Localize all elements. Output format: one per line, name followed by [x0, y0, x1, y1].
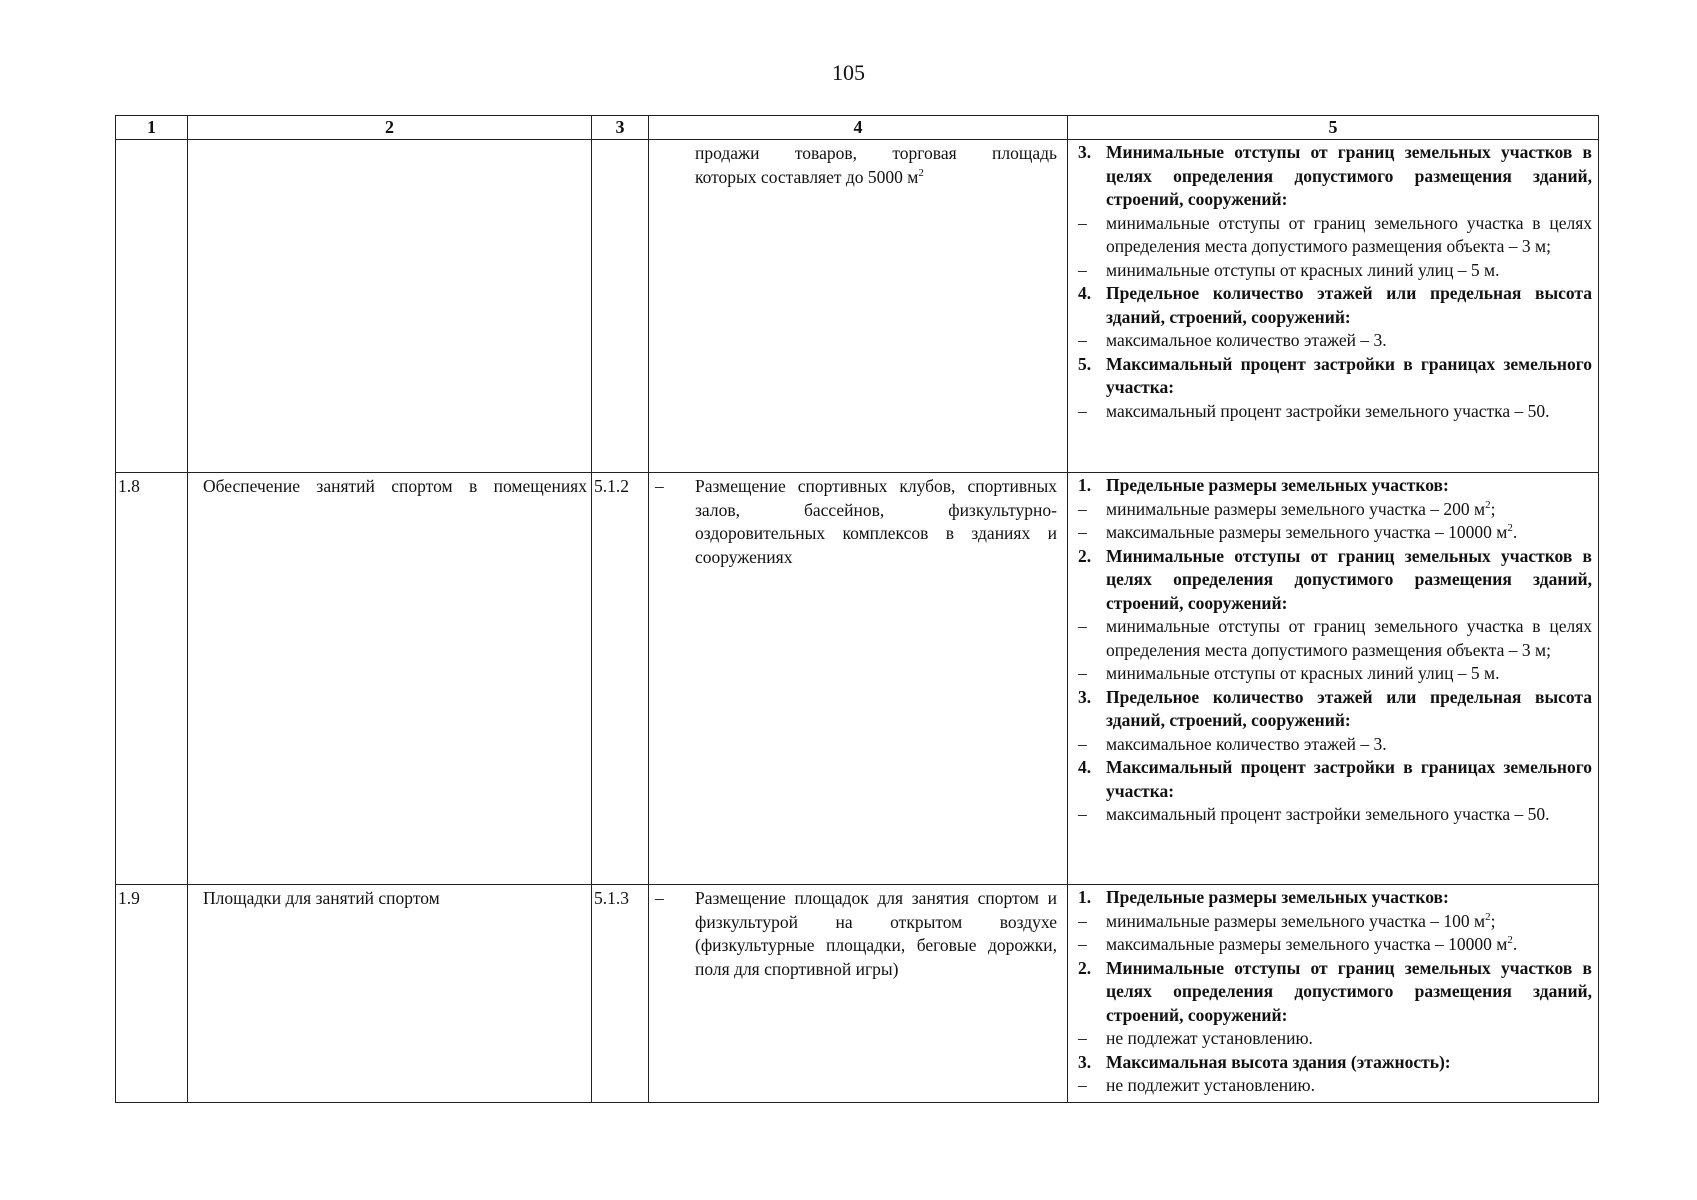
item-text: минимальные размеры земельного участка – 100 $м^2$; [1106, 910, 1496, 931]
dash-item [1078, 521, 1592, 545]
dash-marker: – [1078, 910, 1087, 931]
dash-marker: – [1078, 616, 1087, 636]
header-cell: 4 [649, 116, 1068, 140]
name-cell [188, 140, 592, 473]
numbered-item [1078, 282, 1592, 329]
parameters-cell [1068, 885, 1599, 1103]
item-text: минимальные отступы от границ земельного участка в целях определения места допустимого размещения объекта – 3 м; [1106, 212, 1592, 256]
dash-item [1078, 803, 1592, 827]
dash-item [1078, 1074, 1592, 1098]
item-number: 1. [1078, 887, 1092, 907]
item-text: Максимальный процент застройки в границах земельного участка: [1106, 353, 1592, 397]
description-item [655, 475, 1057, 569]
name-cell [188, 473, 592, 885]
item-text: Предельные размеры земельных участков: [1106, 887, 1449, 907]
dash-item [1078, 400, 1592, 424]
dash-marker: – [1078, 733, 1087, 754]
dash-marker: – [1078, 522, 1087, 542]
dash-item [1078, 1027, 1592, 1051]
numbered-item [1078, 686, 1592, 733]
dash-marker: – [1078, 212, 1087, 233]
item-number: 1. [1078, 475, 1092, 495]
description-text: Размещение спортивных клубов, спортивных залов, бассейнов, физкультурно-оздоровительных комплексов в зданиях и сооружениях [695, 476, 1057, 567]
header-row [116, 116, 1599, 140]
parameters-cell [1068, 140, 1599, 473]
item-text: максимальные размеры земельного участка – 10000 $м^2$. [1106, 522, 1518, 542]
item-text: максимальное количество этажей – 3. [1106, 330, 1387, 350]
item-text: Минимальные отступы от границ земельных участков в целях определения допустимого размещения зданий, строений, сооружений: [1106, 142, 1592, 209]
numbered-item [1078, 141, 1592, 212]
item-text: Предельные размеры земельных участков: [1106, 475, 1449, 495]
description-line: продажи товаров, торговая площадь [695, 143, 1057, 163]
code-cell: 5.1.3 [592, 885, 649, 1103]
description-cell [649, 885, 1068, 1103]
item-number: 3. [1078, 686, 1092, 707]
parameters-cell [1068, 473, 1599, 885]
numbered-item [1078, 545, 1592, 616]
item-text: Максимальная высота здания (этажность): [1106, 1051, 1451, 1072]
dash-item [1078, 910, 1592, 934]
item-text: не подлежат установлению. [1106, 1028, 1313, 1048]
regulations-table [115, 115, 1599, 1103]
item-text: Предельное количество этажей или предельная высота зданий, строений, сооружений: [1106, 686, 1592, 730]
item-text: Минимальные отступы от границ земельных участков в целях определения допустимого размещения зданий, строений, сооружений: [1106, 545, 1592, 613]
parameters-list [1078, 141, 1592, 423]
dash-marker: – [1078, 259, 1087, 280]
item-number: 4. [1078, 283, 1092, 303]
dash-item [1078, 615, 1592, 662]
description-text: Размещение площадок для занятия спортом и физкультурой на открытом воздухе (физкультурные площадки, беговые дорожки, поля для спортивной игры) [695, 888, 1057, 979]
item-text: Максимальный процент застройки в границах земельного участка: [1106, 757, 1592, 801]
dash-marker: – [1078, 804, 1087, 824]
dash-marker: – [655, 476, 664, 496]
description-item [655, 887, 1057, 981]
item-number: 5. [1078, 353, 1092, 374]
table-row [116, 473, 1599, 885]
name-text: Обеспечение занятий спортом в помещениях [203, 476, 587, 496]
dash-item [1078, 498, 1592, 522]
numbered-item [1078, 353, 1592, 400]
header-cell: 5 [1068, 116, 1599, 140]
dash-item [1078, 733, 1592, 757]
item-text: максимальный процент застройки земельного участка – 50. [1106, 804, 1550, 824]
header-cell: 1 [116, 116, 188, 140]
item-text: Предельное количество этажей или предельная высота зданий, строений, сооружений: [1106, 283, 1592, 327]
row-number-cell [116, 140, 188, 473]
parameters-list [1078, 474, 1592, 827]
numbered-item [1078, 474, 1592, 498]
numbered-item [1078, 957, 1592, 1028]
dash-item [1078, 662, 1592, 686]
name-cell: Площадки для занятий спортом [188, 885, 592, 1103]
item-text: максимальные размеры земельного участка – 10000 $м^2$. [1106, 934, 1518, 954]
dash-item [1078, 212, 1592, 259]
item-text: минимальные размеры земельного участка – 200 $м^2$; [1106, 498, 1496, 519]
dash-marker: – [1078, 934, 1087, 954]
dash-marker: – [1078, 330, 1087, 350]
table-row [116, 885, 1599, 1103]
item-text: минимальные отступы от красных линий улиц – 5 м. [1106, 663, 1500, 683]
dash-marker: – [1078, 663, 1087, 683]
row-number-cell: 1.8 [116, 473, 188, 885]
numbered-item [1078, 886, 1592, 910]
dash-marker: – [1078, 1028, 1087, 1048]
item-text: максимальный процент застройки земельного участка – 50. [1106, 400, 1550, 421]
table-row [116, 140, 1599, 473]
dash-item [1078, 259, 1592, 283]
page-number: 105 [832, 60, 865, 85]
item-number: 4. [1078, 757, 1092, 777]
item-number: 2. [1078, 545, 1092, 566]
item-text: минимальные отступы от границ земельного участка в целях определения места допустимого размещения объекта – 3 м; [1106, 616, 1592, 660]
dash-item [1078, 933, 1592, 957]
item-number: 2. [1078, 957, 1092, 978]
item-text: максимальное количество этажей – 3. [1106, 733, 1387, 754]
numbered-item [1078, 1051, 1592, 1075]
parameters-list [1078, 886, 1592, 1098]
code-cell [592, 140, 649, 473]
numbered-item [1078, 756, 1592, 803]
item-text: не подлежит установлению. [1106, 1075, 1315, 1095]
dash-item [1078, 329, 1592, 353]
description-cell [649, 140, 1068, 473]
header-cell: 3 [592, 116, 649, 140]
item-text: минимальные отступы от красных линий улиц – 5 м. [1106, 259, 1500, 280]
item-text: Минимальные отступы от границ земельных участков в целях определения допустимого размещения зданий, строений, сооружений: [1106, 957, 1592, 1025]
description-cell [649, 473, 1068, 885]
header-cell: 2 [188, 116, 592, 140]
dash-marker: – [655, 888, 664, 908]
dash-marker: – [1078, 498, 1087, 519]
row-number-cell: 1.9 [116, 885, 188, 1103]
item-number: 3. [1078, 1051, 1092, 1072]
dash-marker: – [1078, 1075, 1087, 1095]
description-line: которых составляет до 5000 $м^2$ [695, 166, 924, 187]
dash-marker: – [1078, 400, 1087, 421]
code-cell: 5.1.2 [592, 473, 649, 885]
item-number: 3. [1078, 142, 1092, 162]
